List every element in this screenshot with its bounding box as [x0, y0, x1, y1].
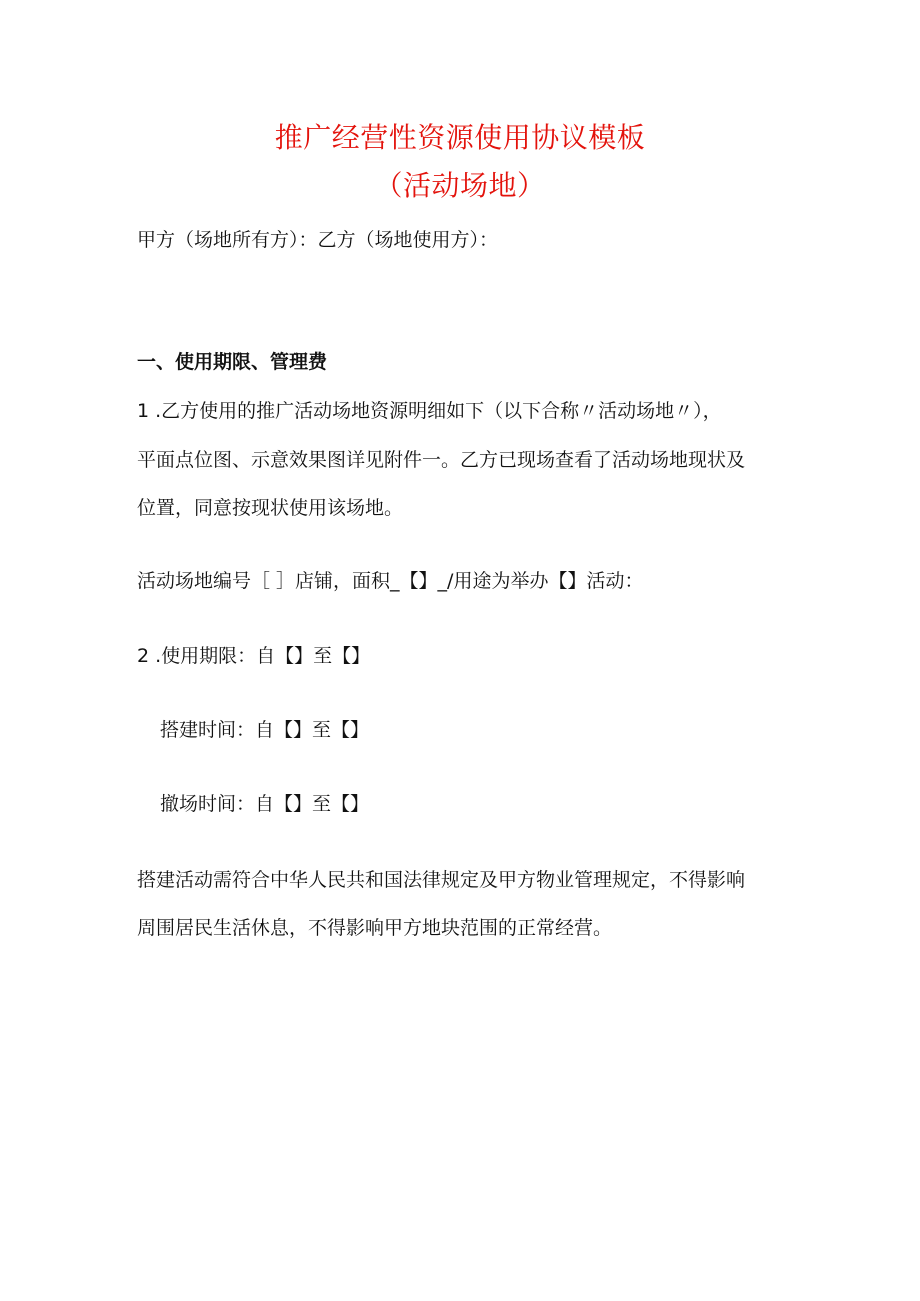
- venue-details-line: 活动场地编号［ ］店铺，面积_【】_/用途为举办【】活动：: [137, 570, 644, 592]
- compliance-line-2: 周围居民生活休息，不得影响甲方地块范围的正常经营。: [137, 917, 613, 939]
- parties-line: 甲方（场地所有方）：乙方（场地使用方）：: [137, 229, 499, 251]
- teardown-time-line: 撤场时间：自【】至【】: [160, 793, 370, 815]
- document-title: 推广经营性资源使用协议模板: [274, 121, 646, 154]
- section-heading: 一、使用期限、管理费: [137, 351, 328, 373]
- clause-1-line-2: 平面点位图、示意效果图详见附件一。乙方已现场查看了活动场地现状及: [137, 449, 746, 471]
- setup-time-line: 搭建时间：自【】至【】: [160, 719, 370, 741]
- clause-2-term: 2 .使用期限：自【】至【】: [137, 645, 371, 667]
- clause-1-line-1: 1 .乙方使用的推广活动场地资源明细如下（以下合称〃活动场地〃），: [137, 400, 722, 422]
- compliance-line-1: 搭建活动需符合中华人民共和国法律规定及甲方物业管理规定，不得影响: [137, 869, 746, 891]
- clause-1-line-3: 位置，同意按现状使用该场地。: [137, 497, 404, 519]
- document-subtitle: （活动场地）: [374, 169, 546, 202]
